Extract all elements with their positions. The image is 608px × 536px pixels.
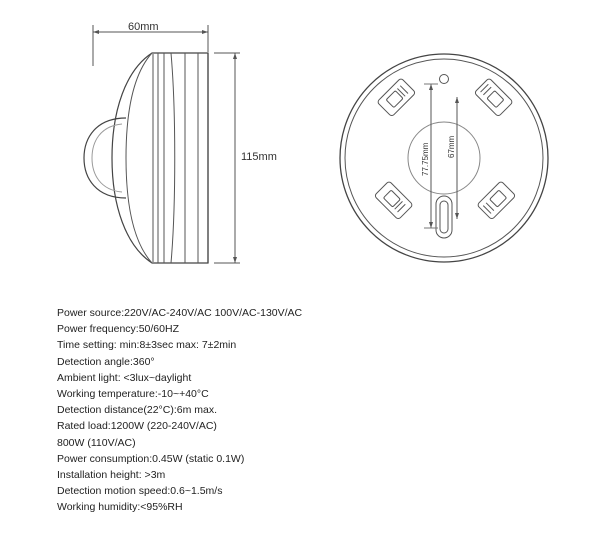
spec-power-source: Power source:220V/AC-240V/AC 100V/AC-130V/AC [57, 307, 303, 319]
outer-spacing-label: 77.75mm [421, 142, 430, 176]
top-view-drawing [340, 54, 548, 262]
spec-detection-motion-speed: Detection motion speed:0.6~1.5m/s [57, 485, 223, 498]
spec-time-setting: Time setting: min:8±3sec max: 7±2min [57, 339, 237, 352]
spec-power-consumption: Power consumption:0.45W (static 0.1W) [57, 452, 245, 465]
spec-detection-angle: Detection angle:360° [57, 355, 155, 368]
specifications-list [57, 305, 302, 516]
spec-installation-height: Installation height: >3m [57, 469, 166, 482]
inner-spacing-label: 67mm [447, 135, 456, 158]
spec-rated-load: Rated load:1200W (220-240V/AC) [57, 420, 217, 433]
spec-detection-distance: Detection distance(22°C):6m max. [57, 404, 218, 417]
height-dimension-label: 115mm [241, 151, 277, 163]
spec-working-humidity: Working humidity:<95%RH [57, 501, 183, 514]
width-dimension-label: 60mm [128, 21, 159, 33]
spec-rated-load-110v: 800W (110V/AC) [57, 436, 136, 449]
spec-working-temperature: Working temperature:-10~+40°C [57, 388, 209, 401]
spec-power-frequency: Power frequency:50/60HZ [57, 323, 179, 336]
spec-ambient-light: Ambient light: <3lux~daylight [57, 371, 192, 384]
side-view-drawing [84, 25, 240, 263]
